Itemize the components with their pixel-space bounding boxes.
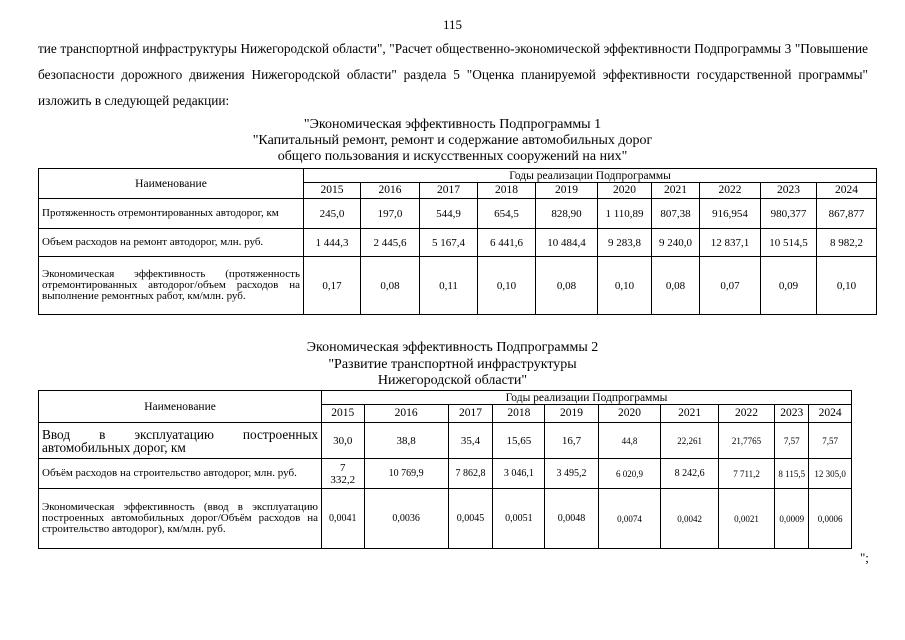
cell-value: 35,4 [448,423,493,459]
table2-title-line-3: Нижегородской области" [377,373,528,388]
cell-value: 0,0051 [493,489,545,549]
table1-year: 2015 [304,183,361,199]
table1-title-line-1: "Экономическая эффективность Подпрограммы 1 [303,117,602,132]
table1-year: 2020 [598,183,652,199]
cell-value: 0,0041 [322,489,365,549]
table-row [39,423,852,459]
table1-year: 2024 [817,183,877,199]
table-subprogram-2 [38,390,852,549]
intro-paragraph: тие транспортной инфраструктуры Нижегородской области", "Расчет общественно-экономической эффективности Подпрограммы 3 "Повышение безопасности дорожного движения Нижегородской области" раздела 5 "Оценка планируемой эффективности государственной программы" изложить в следующей редакции: [38,41,868,108]
cell-value: 6 441,6 [478,229,536,257]
table2-name-header: Наименование [39,391,322,423]
table-subprogram-1 [38,168,877,315]
cell-value: 7 711,2 [718,459,774,489]
cell-value: 654,5 [478,199,536,229]
row-name: Ввод в эксплуатацию построенных автомобильных дорог, км [39,423,322,459]
cell-value: 8 242,6 [661,459,718,489]
cell-value: 0,09 [761,257,817,315]
cell-value: 15,65 [493,423,545,459]
table1-year: 2023 [761,183,817,199]
cell-value: 197,0 [361,199,420,229]
cell-value: 44,8 [598,423,661,459]
cell-value: 980,377 [761,199,817,229]
table-row [39,257,877,315]
table1-year: 2021 [652,183,700,199]
table1-year: 2017 [420,183,478,199]
cell-value: 9 240,0 [652,229,700,257]
cell-value: 0,08 [361,257,420,315]
cell-value: 0,10 [817,257,877,315]
table1-title-line-2: "Капитальный ремонт, ремонт и содержание автомобильных дорог [252,133,653,148]
cell-value: 8 982,2 [817,229,877,257]
cell-value: 867,877 [817,199,877,229]
table2-year: 2021 [661,405,718,423]
table1-title-line-3: общего пользования и искусственных сооружений на них" [277,149,628,164]
table1-year: 2019 [536,183,598,199]
row-name: Экономическая эффективность (ввод в эксплуатацию построенных автомобильных дорог/Объём расходов на строительство автодорог), км/млн. руб. [39,489,322,549]
cell-value: 0,0006 [809,489,852,549]
cell-value: 916,954 [700,199,761,229]
table1-years-header: Годы реализации Подпрограммы [304,169,877,183]
closing-quote: "; [860,550,869,565]
cell-value: 0,08 [536,257,598,315]
cell-value: 30,0 [322,423,365,459]
cell-value: 21,7765 [718,423,774,459]
table-row [39,459,852,489]
cell-value: 3 495,2 [545,459,598,489]
table2-year: 2023 [775,405,809,423]
row-name: Протяженность отремонтированных автодорог, км [39,199,304,229]
cell-value: 10 514,5 [761,229,817,257]
cell-value: 544,9 [420,199,478,229]
table2-year: 2015 [322,405,365,423]
table2-year: 2016 [364,405,448,423]
cell-value: 0,07 [700,257,761,315]
cell-value: 245,0 [304,199,361,229]
cell-value: 7,57 [775,423,809,459]
cell-value: 0,0045 [448,489,493,549]
table2-year: 2018 [493,405,545,423]
cell-value: 38,8 [364,423,448,459]
cell-value: 3 046,1 [493,459,545,489]
cell-value: 10 484,4 [536,229,598,257]
cell-value: 1 444,3 [304,229,361,257]
table2-years-header: Годы реализации Подпрограммы [322,391,852,405]
cell-value: 0,11 [420,257,478,315]
table2-year: 2019 [545,405,598,423]
table1-year: 2018 [478,183,536,199]
cell-value: 1 110,89 [598,199,652,229]
cell-value: 0,10 [478,257,536,315]
row-name: Экономическая эффективность (протяженность отремонтированных автодорог/объем расходов на выполнение ремонтных работ, км/млн. руб. [39,257,304,315]
table1-name-header: Наименование [39,169,304,199]
table-row [39,229,877,257]
cell-value: 828,90 [536,199,598,229]
cell-value: 0,0009 [775,489,809,549]
cell-value: 0,17 [304,257,361,315]
cell-value: 7 862,8 [448,459,493,489]
table2-title-line-1: Экономическая эффективность Подпрограммы 2 [306,340,599,355]
table-row [39,489,852,549]
cell-value: 0,0021 [718,489,774,549]
table1-year: 2022 [700,183,761,199]
cell-value: 7 332,2 [322,459,365,489]
table2-year: 2020 [598,405,661,423]
cell-value: 12 837,1 [700,229,761,257]
cell-value: 0,08 [652,257,700,315]
cell-value: 0,0036 [364,489,448,549]
cell-value: 7,57 [809,423,852,459]
table-row [39,199,877,229]
cell-value: 0,0042 [661,489,718,549]
row-name: Объём расходов на строительство автодорог, млн. руб. [39,459,322,489]
cell-value: 5 167,4 [420,229,478,257]
row-name: Объем расходов на ремонт автодорог, млн. руб. [39,229,304,257]
cell-value: 16,7 [545,423,598,459]
table1-year: 2016 [361,183,420,199]
cell-value: 10 769,9 [364,459,448,489]
cell-value: 807,38 [652,199,700,229]
cell-value: 12 305,0 [809,459,852,489]
table2-year: 2017 [448,405,493,423]
table2-year: 2024 [809,405,852,423]
cell-value: 9 283,8 [598,229,652,257]
cell-value: 0,0074 [598,489,661,549]
table2-year: 2022 [718,405,774,423]
cell-value: 22,261 [661,423,718,459]
page-number: 115 [442,17,463,32]
table2-title-line-2: "Развитие транспортной инфраструктуры [328,357,577,372]
cell-value: 0,10 [598,257,652,315]
cell-value: 8 115,5 [775,459,809,489]
cell-value: 6 020,9 [598,459,661,489]
cell-value: 2 445,6 [361,229,420,257]
cell-value: 0,0048 [545,489,598,549]
